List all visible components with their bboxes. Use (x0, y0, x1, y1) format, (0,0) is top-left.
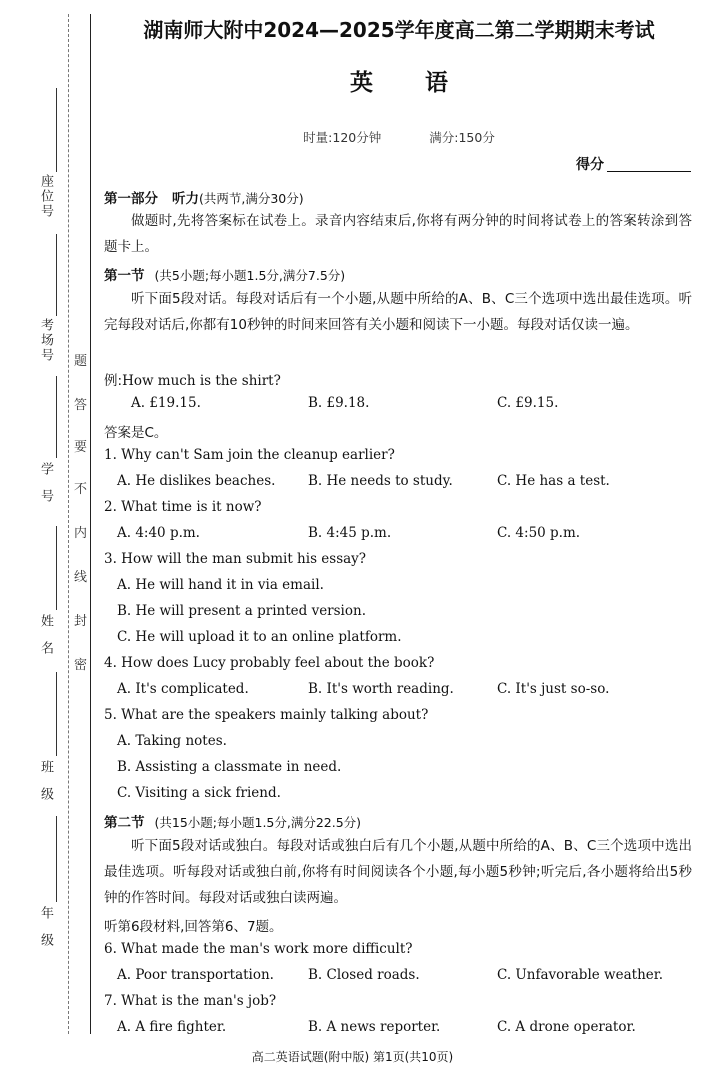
option-b[interactable]: B. Assisting a classmate in need. (117, 759, 342, 775)
section1-note: (共5小题;每小题1.5分,满分7.5分) (154, 268, 346, 283)
option-a[interactable]: A. Taking notes. (117, 733, 227, 749)
example-question (104, 369, 281, 389)
seal-char: 封 (74, 614, 88, 629)
name-label: 姓名 (38, 614, 53, 668)
seal-char: 答 (74, 398, 88, 413)
binding-margin (0, 0, 100, 1076)
option-c[interactable]: C. A drone operator. (497, 1019, 636, 1035)
question-stem: 1. Why can't Sam join the cleanup earlier? (104, 447, 395, 463)
seal-char: 要 (74, 440, 88, 455)
option-a[interactable]: A. He dislikes beaches. (117, 473, 276, 489)
student-id-blank-line (56, 376, 57, 458)
room-label: 考场号 (38, 318, 53, 363)
part1-instruction: 做题时,先将答案标在试卷上。录音内容结束后,你将有两分钟的时间将试卷上的答案转涂到答题卡上。 (104, 213, 692, 255)
material-note: 听第6段材料,回答第6、7题。 (104, 919, 283, 935)
seal-char: 内 (74, 526, 88, 541)
time-limit: 时量:120分钟 (303, 130, 382, 145)
option-a[interactable]: A. He will hand it in via email. (117, 577, 324, 593)
question-stem: 2. What time is it now? (104, 499, 262, 515)
example-label: 例: (104, 373, 123, 389)
question-stem: 7. What is the man's job? (104, 993, 277, 1009)
subject-title: 英 语 (349, 70, 470, 96)
option-b[interactable]: B. It's worth reading. (308, 681, 454, 697)
seal-char: 不 (74, 482, 88, 497)
section2-heading (104, 811, 361, 831)
exam-meta (104, 128, 694, 146)
score-blank[interactable] (607, 171, 691, 172)
example-option-c: C. £9.15. (497, 395, 559, 411)
option-c[interactable]: C. It's just so-so. (497, 681, 610, 697)
option-c[interactable]: C. He will upload it to an online platform. (117, 629, 402, 645)
seal-char: 密 (74, 658, 88, 673)
part1-heading (104, 187, 304, 207)
seat-blank-line (56, 88, 57, 172)
example-option-a: A. £19.15. (131, 395, 201, 411)
question-stem: 4. How does Lucy probably feel about the book? (104, 655, 435, 671)
seal-char: 题 (74, 354, 88, 369)
grade-label: 年级 (38, 906, 53, 960)
option-c[interactable]: C. 4:50 p.m. (497, 525, 581, 541)
option-c[interactable]: C. Visiting a sick friend. (117, 785, 281, 801)
option-a[interactable]: A. A fire fighter. (117, 1019, 227, 1035)
page-footer: 高二英语试题(附中版) 第1页(共10页) (251, 1050, 454, 1064)
section1-instruction: 听下面5段对话。每段对话后有一个小题,从题中所给的A、B、C三个选项中选出最佳选项。听完每段对话后,你都有10秒钟的时间来回答有关小题和阅读下一小题。每段对话仅读一遍。 (104, 291, 692, 333)
score-label: 得分 (576, 157, 604, 173)
part1-note: (共两节,满分30分) (199, 191, 304, 206)
option-b[interactable]: B. 4:45 p.m. (308, 525, 392, 541)
question-stem: 6. What made the man's work more difficult? (104, 941, 413, 957)
example-option-b: B. £9.18. (308, 395, 370, 411)
section1-header: 第一节 (104, 268, 145, 284)
option-b[interactable]: B. Closed roads. (308, 967, 420, 983)
option-b[interactable]: B. A news reporter. (308, 1019, 441, 1035)
section1-heading (104, 264, 345, 284)
example-stem: How much is the shirt? (122, 373, 281, 389)
section2-header: 第二节 (104, 815, 145, 831)
name-blank-line (56, 526, 57, 610)
class-label: 班级 (38, 760, 53, 814)
question-stem: 3. How will the man submit his essay? (104, 551, 367, 567)
class-blank-line (56, 672, 57, 756)
option-a[interactable]: A. 4:40 p.m. (117, 525, 200, 541)
option-b[interactable]: B. He needs to study. (308, 473, 453, 489)
part1-title: 听力 (172, 191, 199, 207)
seal-char: 线 (74, 570, 88, 585)
section2-instruction: 听下面5段对话或独白。每段对话或独白后有几个小题,从题中所给的A、B、C三个选项中选出最佳选项。听每段对话或独白前,你将有时间阅读各个小题,每小题5秒钟;听完后,各小题将给出5秒钟的作答时间。每段对话或独白读两遍。 (104, 838, 692, 906)
section2-note: (共15小题;每小题1.5分,满分22.5分) (154, 815, 362, 830)
seal-solid-line (90, 14, 91, 1034)
question-stem: 5. What are the speakers mainly talking about? (104, 707, 429, 723)
seal-dotted-line (68, 14, 69, 1034)
option-c[interactable]: C. He has a test. (497, 473, 610, 489)
option-b[interactable]: B. He will present a printed version. (117, 603, 366, 619)
full-marks: 满分:150分 (429, 130, 495, 145)
example-answer: 答案是C。 (104, 425, 168, 441)
student-id-label: 学号 (38, 462, 53, 516)
seat-label: 座位号 (38, 174, 53, 219)
part1-header: 第一部分 (104, 191, 158, 207)
exam-title: 湖南师大附中2024—2025学年度高二第二学期期末考试 (143, 18, 655, 42)
option-a[interactable]: A. It's complicated. (117, 681, 249, 697)
grade-blank-line (56, 816, 57, 902)
room-blank-line (56, 234, 57, 316)
option-a[interactable]: A. Poor transportation. (117, 967, 274, 983)
option-c[interactable]: C. Unfavorable weather. (497, 967, 664, 983)
